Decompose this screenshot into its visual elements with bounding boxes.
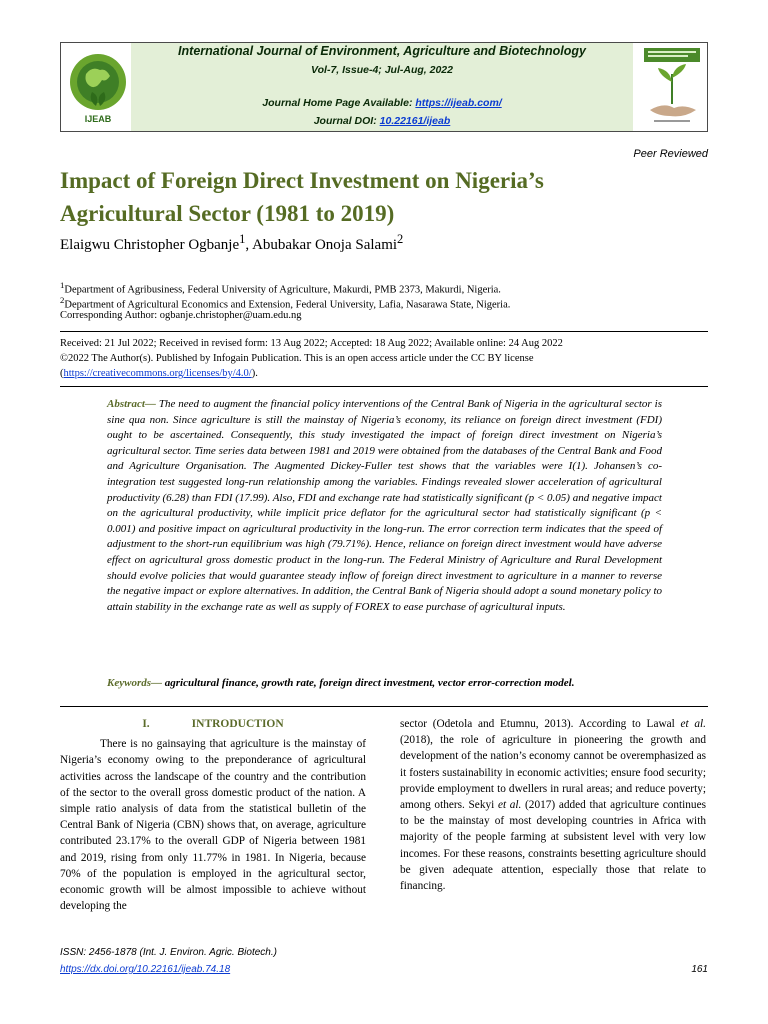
journal-volume: Vol-7, Issue-4; Jul-Aug, 2022: [311, 64, 453, 76]
homepage-label: Journal Home Page Available:: [262, 97, 416, 109]
copyright-notice: ©2022 The Author(s). Published by Infogain Publication. This is an open access article under the CC BY license: [60, 353, 534, 364]
homepage-link[interactable]: https://ijeab.com/: [415, 97, 502, 109]
page-number: 161: [691, 964, 708, 975]
abstract-label: Abstract—: [107, 398, 156, 410]
footer-doi-link[interactable]: https://dx.doi.org/10.22161/ijeab.74.18: [60, 964, 231, 975]
abstract: [107, 397, 662, 615]
affil-2-text: Department of Agricultural Economics and Extension, Federal University, Lafia, Nasarawa State, Nigeria.: [64, 299, 511, 311]
license-link[interactable]: https://creativecommons.org/licenses/by/4.0/: [63, 368, 252, 379]
affiliation-2: [60, 295, 510, 311]
intro-right-b: (2018), the role of agriculture in pioneering the growth and development of the nation’s economy cannot be overemphasized as it fosters sustainability in economic activities; ensure food security; provide employment to dwellers in rural areas; and reduce poverty; among others. Sekyi: [400, 734, 706, 812]
intro-right-c: (2017) added that agriculture continues to be the mainstay of most developing countries in Africa with majority of the people farming at subsistent level with very low incomes. For these reasons, constraints besetting agriculture should be given adequate attention, especially those that relate to financing.: [400, 799, 706, 893]
affil-1-sup: 1: [60, 280, 65, 290]
journal-cover-icon: [640, 46, 704, 128]
author-list: [60, 232, 403, 254]
logo-text: IJEAB: [84, 114, 112, 124]
keywords-label: Keywords—: [107, 677, 162, 689]
abstract-text: The need to augment the financial policy interventions of the Central Bank of Nigeria in the agricultural sector is sine qua non. Since agriculture is still the mainstay of Nigeria’s economy, its reliance on foreign direct investment (FDI) ought to be ascertained. Consequently, this study investigated the impact of foreign direct investment on Nigeria’s agricultural sector. Time series data between 1981 and 2019 were obtained from the databases of the Central Bank and Food and Agriculture Organisation. The Augmented Dickey-Fuller test shows that the variables were I(1). Johansen’s co-integration test suggested long-run relationship among the variables. Findings revealed slower acceleration of agricultural productivity (6.28) than FDI (17.99). Also, FDI and exchange rate had statistically significant (p < 0.05) and negative impact on the agricultural productivity, while implicit price deflator for the agricultural sector had statistically significant (p < 0.001) and positive impact on agricultural productivity in the long-run. The error correction term indicates that the speed of adjustment to the short-run equilibrium was high (79.71%). Hence, reliance on foreign direct investment would have adverse effect on agricultural gross domestic product in the long-run. The Federal Ministry of Agriculture and Rural Development should evolve policies that would guarantee steady inflow of foreign direct investment to agriculture in a manner to reverse the negative impact or explore alternatives. In addition, the Central Bank of Nigeria should adopt a sound monetary policy to attain stability in the exchange rate as well as supply of FOREX to ease purchase of agricultural inputs.: [107, 398, 662, 613]
doi-label: Journal DOI:: [313, 115, 380, 127]
title-line-2: Agricultural Sector (1981 to 2019): [60, 201, 395, 226]
divider: [60, 331, 708, 332]
intro-right-a: sector (Odetola and Etumnu, 2013). According to Lawal: [400, 718, 681, 730]
ijeab-logo: [66, 46, 130, 128]
title-line-1: Impact of Foreign Direct Investment on Nigeria’s: [60, 168, 544, 193]
license-close: ).: [251, 368, 258, 379]
section-heading: [60, 716, 366, 732]
section-title: INTRODUCTION: [191, 718, 284, 730]
column-right: [400, 716, 706, 894]
affil-2-sup: 2: [60, 295, 65, 305]
divider: [60, 706, 708, 707]
received-dates: Received: 21 Jul 2022; Received in revised form: 13 Aug 2022; Accepted: 18 Aug 2022; Available online: 24 Aug 2022: [60, 338, 563, 349]
keywords-text: agricultural finance, growth rate, foreign direct investment, vector error-correction model.: [162, 677, 575, 689]
article-title: [60, 164, 700, 230]
journal-homepage: [131, 97, 633, 109]
corresponding-author: Corresponding Author: ogbanje.christopher@uam.edu.ng: [60, 310, 302, 321]
license-line: [60, 368, 258, 379]
intro-paragraph-right: [400, 716, 706, 894]
intro-right-b-em: et al.: [497, 799, 522, 812]
author-2-affil: 2: [397, 232, 404, 246]
license-open: (: [60, 368, 64, 379]
author-1: Elaigwu Christopher Ogbanje: [60, 237, 240, 253]
peer-reviewed-label: Peer Reviewed: [633, 148, 708, 160]
intro-paragraph-left: There is no gainsaying that agriculture is the mainstay of Nigeria’s economy owing to the preponderance of agricultural activities across the landscape of the country and the contribution of the sector to the overall gross domestic product of the nation. A simple ratio analysis of data from the statistical bulletin of the Central Bank of Nigeria (CBN) shows that, on average, agriculture contributed 23.17% to the overall GDP of Nigeria between 1981 and 2019, rising from only 11.77% in 1981. In Nigeria, because 70% of the population is employed in the agricultural sector, economic growth will be almost impossible to achieve without developing the: [60, 738, 366, 913]
affil-1-text: Department of Agribusiness, Federal University of Agriculture, Makurdi, PMB 2373, Makurdi, Nigeria.: [64, 284, 501, 296]
affiliation-1: [60, 280, 501, 296]
footer-issn: ISSN: 2456-1878 (Int. J. Environ. Agric. Biotech.): [60, 947, 277, 958]
intro-right-a-em: et al.: [680, 718, 706, 730]
journal-title: International Journal of Environment, Agriculture and Biotechnology: [178, 44, 586, 58]
divider: [60, 386, 708, 387]
author-2: , Abubakar Onoja Salami: [245, 237, 398, 253]
keywords: [107, 677, 667, 689]
column-left: [60, 716, 366, 914]
section-number: I.: [142, 718, 150, 730]
journal-doi: [131, 115, 633, 127]
author-1-affil: 1: [239, 232, 246, 246]
doi-link[interactable]: 10.22161/ijeab: [379, 115, 451, 127]
